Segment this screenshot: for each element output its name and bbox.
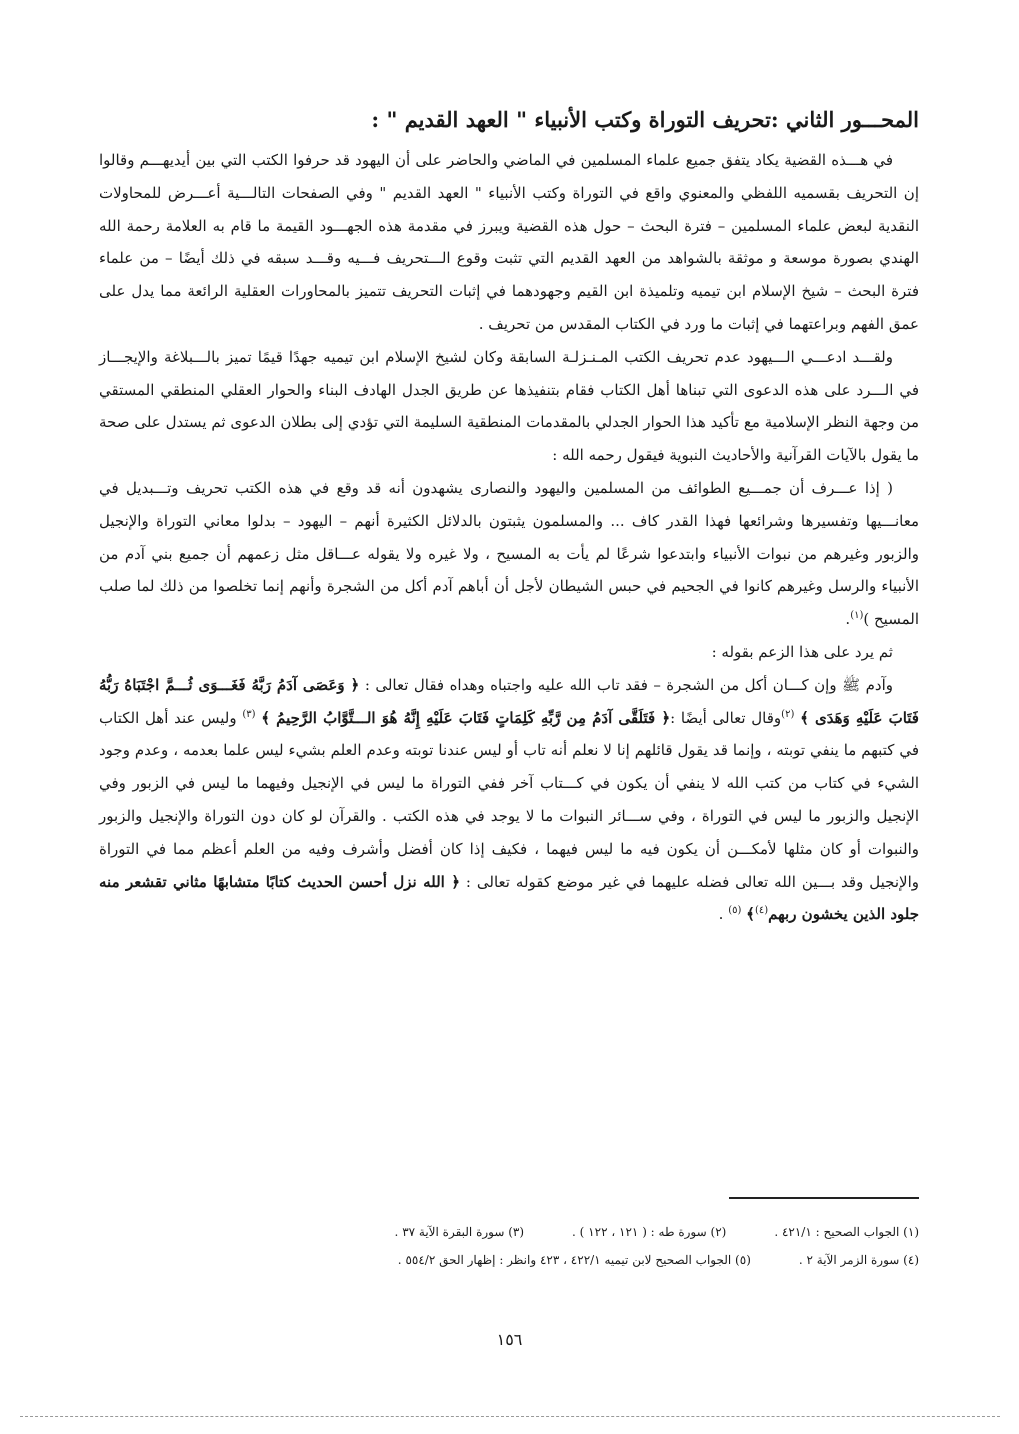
footnote-4: (٤) سورة الزمر الآية ٢ . (798, 1253, 919, 1267)
footnote-divider (729, 1197, 919, 1199)
footnote-marker-4: (٤) (754, 905, 769, 917)
footnote-marker-3: (٣) (242, 708, 256, 720)
para5-part2: وقال تعالى أيضًا : (670, 708, 782, 727)
paragraph-1: في هـــذه القضية يكاد يتفق جميع علماء المسلمين في الماضي والحاضر على أن اليهود قد حرفوا الكتب التي بين أيديهـــم وقالوا إن التحريف بقسميه اللفظي والمعنوي واقع في التوراة وكتب الأنبياء " العهد القديم " وفي الصفحات التالـــية أعـــرض للمحاولات النقدية لبعض علماء المسلمين – فترة البحث – حول هذه القضية ويبرز في مقدمة هذه الجهـــود القيمة ما قام به العلامة رحمة الله الهندي بصورة موسعة و موثقة بالشواهد من العهد القديم التي تثبت وقوع الـــتحريف فـــيه وقـــد سبقه في ذلك أيضًا – من علماء فترة البحث – شيخ الإسلام ابن تيميه وتلميذة ابن القيم وجهودهما في إثبات التحريف تتميز بالمحاورات العقلية الرائعة مما يدل على عمق الفهم وبراعتهما في إثبات ما ورد في الكتاب المقدس من تحريف . (99, 151, 919, 333)
footnote-1: (١) الجواب الصحيح : ٤٢١/١ . (774, 1225, 919, 1239)
quote-text: ( إذا عـــرف أن جمـــيع الطوائف من المسلمين واليهود والنصارى يشهدون أنه قد وقع في هذه الكتب تحريف وتـــبديل في معانـــيها وتفسيرها وشرائعها فهذا القدر كاف ... والمسلمون يثبتون بالدلائل الكثيرة أنهم – اليهود – بدلوا معاني التوراة والإنجيل والزبور وغيرهم من نبوات الأنبياء وابتدعوا شرعًا لم يأت به المسيح ، ولا غيره ولا يقوله عـــاقل مثل زعمهم أن جميع بني آدم من الأنبياء والرسل وغيرهم كانوا في الجحيم في حبس الشيطان لأجل أن أباهم آدم أكل من الشجرة وأنهم إنما تخلصوا من ذلك لما صلب المسيح ) (99, 478, 919, 629)
footnote-2: (٢) سورة طه : ( ١٢١ ، ١٢٢ ) . (572, 1225, 727, 1239)
body-text (99, 98, 919, 931)
footnote-5: (٥) الجواب الصحيح لابن تيميه ٤٢٢/١ ، ٤٢٣ وانظر : إظهار الحق ٥٥٤/٢ . (397, 1253, 751, 1267)
paragraph-4: ثم يرد على هذا الزعم بقوله : (711, 642, 893, 661)
footnote-marker-2: (٢) (781, 708, 795, 720)
page-number: ١٥٦ (496, 1330, 523, 1349)
bottom-scan-edge (20, 1416, 1000, 1417)
quran-verse-1: ﴿ وَعَصَى آدَمُ رَبَّهُ فَغَـــوَى ثُـــمَّ اجْتَبَاهُ رَبُّهُ فَتَابَ عَلَيْهِ وَهَدَى ﴾ (99, 675, 919, 727)
para5-end: . (718, 905, 729, 924)
quran-verse-3: ﴿ الله نزل أحسن الحديث كتابًا متشابهًا مثاني تقشعر منه جلود الذين يخشون ربهم (99, 872, 919, 924)
section-heading: المحـــور الثاني :تحريف التوراة وكتب الأنبياء " العهد القديم " : (371, 107, 919, 132)
para5-part1: وآدم ﷺ وإن كـــان أكل من الشجرة – فقد تاب الله عليه واجتباه وهداه فقال تعالى : (359, 675, 894, 694)
quote-end: . (845, 610, 851, 629)
footnote-row-1 (99, 1218, 919, 1246)
paragraph-2: ولقـــد ادعـــي الـــيهود عدم تحريف الكتب المـنـزلـة السابقة وكان لشيخ الإسلام ابن تيميه جهدًا قيمًا تميز بالـــبلاغة والإيجـــاز في الـــرد على هذه الدعوى التي تبناها أهل الكتاب فقام بتنفيذها عن طريق الجدل الهادف البناء والحوار العقلي المنطقي المستقي من وجهة النظر الإسلامية مع تأكيد هذا الحوار الجدلي بالمقدمات المنطقية السليمة التي تؤدي إلى بطلان الدعوى ثم يستدل على صحة ما يقول بالآيات القرآنية والأحاديث النبوية فيقول رحمه الله : (99, 347, 919, 465)
footnote-3: (٣) سورة البقرة الآية ٣٧ . (394, 1225, 525, 1239)
para5-part3: وليس عند أهل الكتاب في كتبهم ما ينفي توبته ، وإنما قد يقول قائلهم إنا لا نعلم أنه تاب أو ليس عندنا توبته وعدم العلم بشيء ليس علما بعدمه ، وعدم وجود الشيء في كتاب من كتب الله لا ينفي أن يكون في كـــتاب آخر ففي التوراة ما ليس في الإنجيل وفيهما ما ليس في الزبور وفي الإنجيل والزبور ما ليس في التوراة ، وفي ســـائر النبوات ما لا يوجد في هذه الكتب . والقرآن لو كان دون التوراة والإنجيل والزبور والنبوات أو كان مثلها لأمكـــن أن يكون فيه ما ليس فيهما ، فكيف إذا كان أفضل وأشرف وفيه من العلم أعظم مما في التوراة والإنجيل وقد بـــين الله تعالى فضله عليهما في غير موضع كقوله تعالى : (99, 708, 919, 891)
footnote-marker-5: (٥) (728, 905, 742, 917)
footnote-marker-1: (١) (850, 610, 864, 622)
footnotes (99, 1218, 919, 1274)
quran-verse-2: ﴿ فَتَلَقَّى آدَمُ مِن رَّبِّهِ كَلِمَاتٍ فَتَابَ عَلَيْهِ إِنَّهُ هُوَ الـــتَّوَّابُ الرَّحِيمُ ﴾ (261, 708, 671, 727)
paragraph-3-quote (99, 472, 919, 636)
verse-3-close: ﴾ (746, 905, 755, 924)
footnote-row-2 (99, 1246, 919, 1274)
paragraph-5 (99, 669, 919, 931)
